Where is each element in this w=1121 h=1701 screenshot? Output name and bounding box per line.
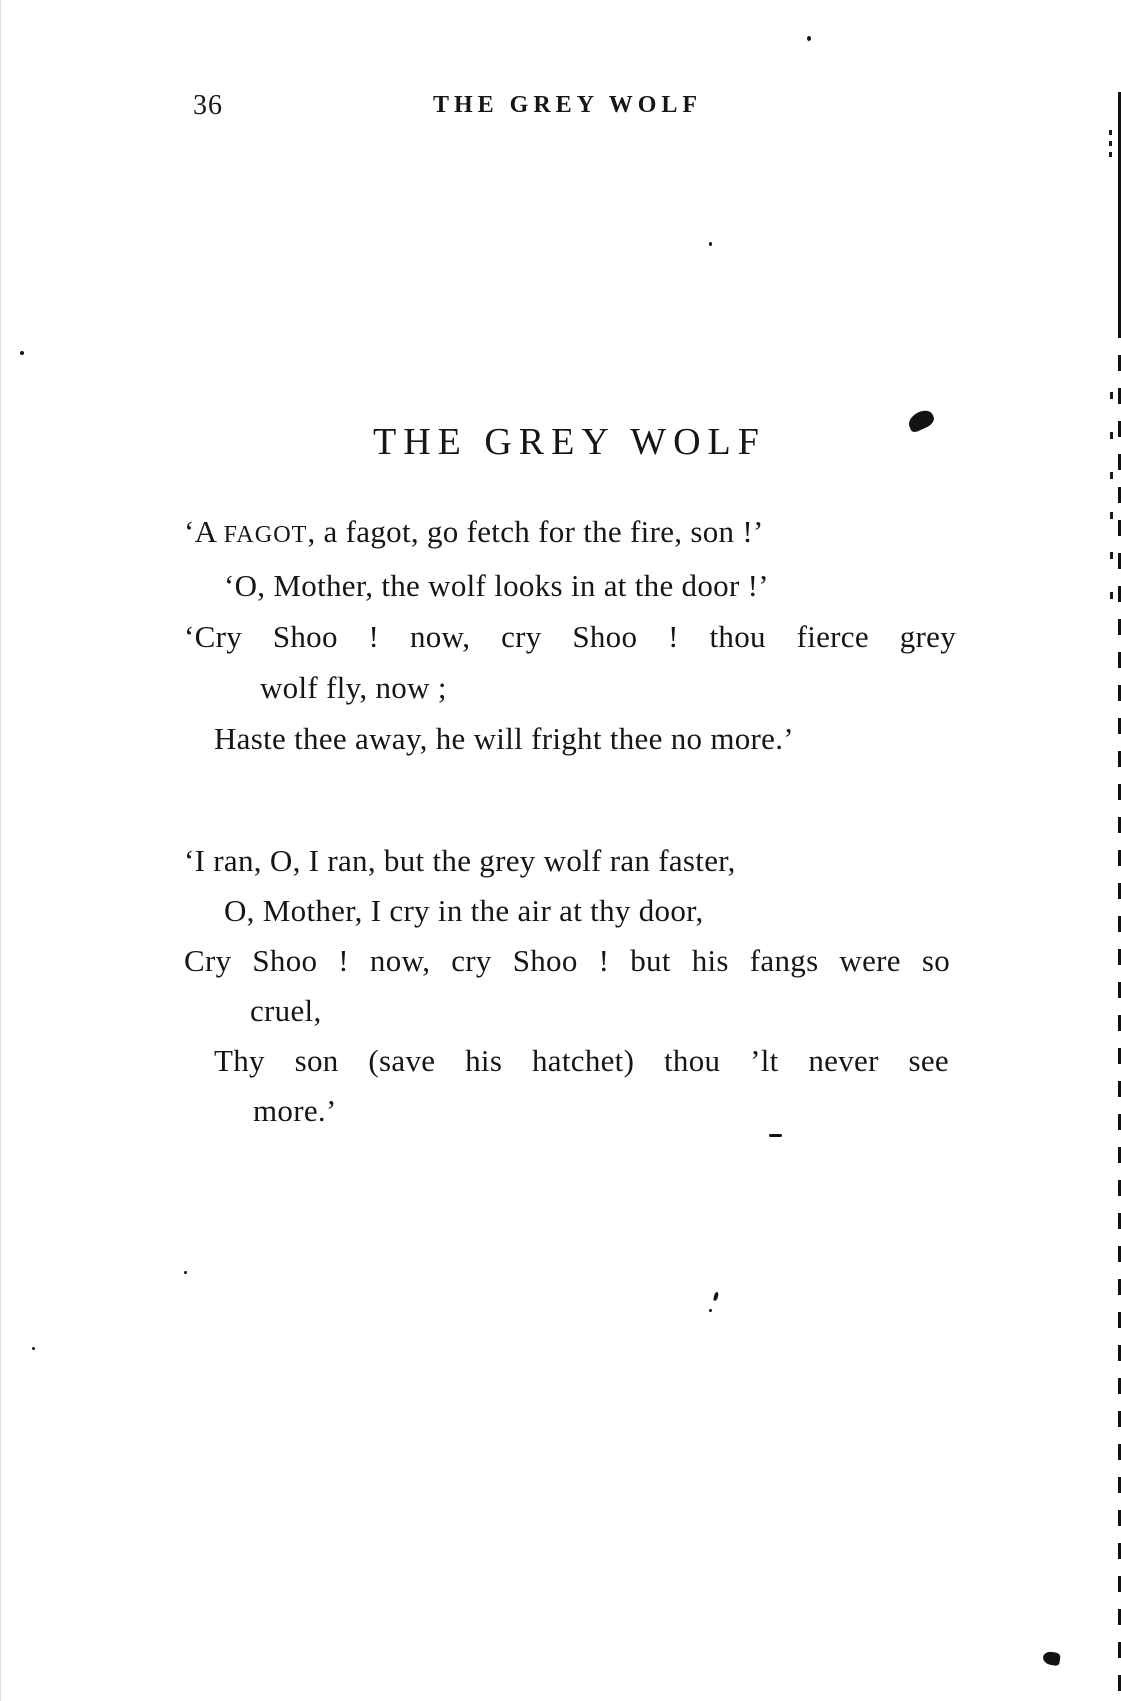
- poem-line: [184, 506, 966, 560]
- scan-speck: [32, 1347, 35, 1350]
- poem-line: O, Mother, I cry in the air at thy door,: [224, 893, 704, 928]
- poem-line: Cry Shoo ! now, cry Shoo ! but his fangs were so: [184, 943, 950, 978]
- scan-speck: [709, 1309, 712, 1312]
- stanza-1: [184, 506, 966, 764]
- ink-blot: [906, 407, 937, 433]
- stanza-2: [184, 836, 966, 1136]
- poem-line: Thy son (save his hatchet) thou ’lt never see: [214, 1043, 949, 1078]
- poem-line: ‘O, Mother, the wolf looks in at the door !’: [224, 568, 769, 603]
- poem-line: ‘Cry Shoo ! now, cry Shoo ! thou fierce grey: [184, 619, 956, 654]
- scan-speck: [20, 351, 24, 355]
- poem-line-segment: , a fagot, go fetch for the fire, son !’: [307, 514, 764, 549]
- poem-line: cruel,: [250, 993, 322, 1028]
- scan-dash: [769, 1134, 782, 1137]
- scan-speck: [807, 36, 811, 41]
- poem-line: ‘I ran, O, I ran, but the grey wolf ran faster,: [184, 843, 736, 878]
- page-number: 36: [193, 90, 223, 121]
- scan-speck: [184, 1271, 187, 1274]
- poem-title: THE GREY WOLF: [373, 421, 766, 463]
- page-edge-dashed-line: [1110, 392, 1113, 632]
- poem-line: wolf fly, now ;: [260, 670, 447, 705]
- corner-ink-blot: [1042, 1651, 1061, 1666]
- scan-speck: [709, 242, 712, 246]
- poem-line: Haste thee away, he will fright thee no more.’: [214, 721, 794, 756]
- running-header: THE GREY WOLF: [433, 92, 703, 118]
- poem-line-smallcaps-segment: FAGOT: [223, 521, 308, 548]
- poem-line-segment: ‘A: [184, 514, 224, 549]
- page-edge-faint-line: [0, 0, 1, 1701]
- page-edge-dashed-line: [1109, 130, 1112, 158]
- poem-line: more.’: [253, 1093, 337, 1128]
- scan-tick-mark: [713, 1292, 719, 1302]
